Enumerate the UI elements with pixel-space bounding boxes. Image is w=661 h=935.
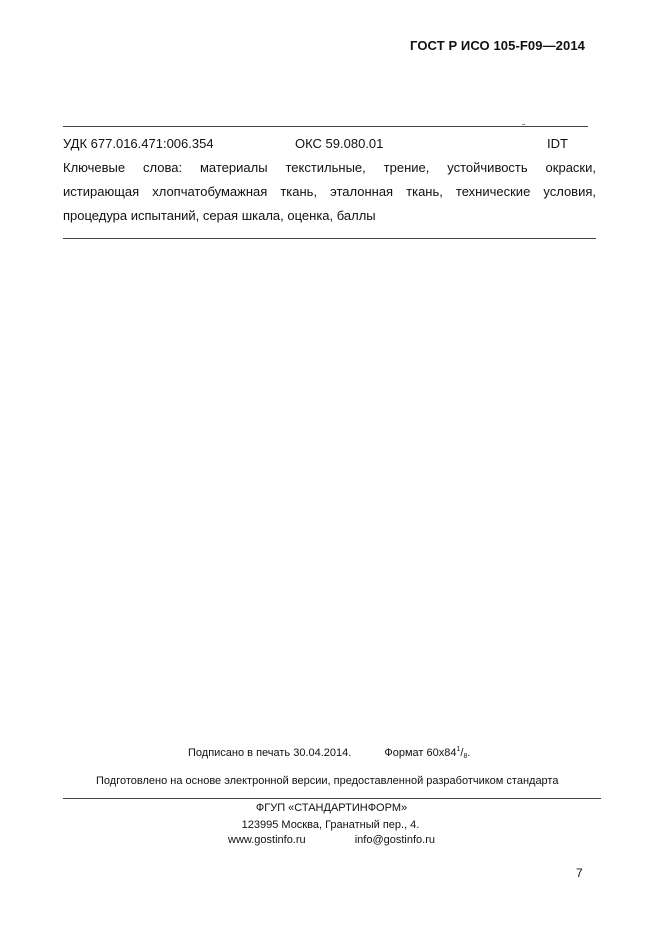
idt-mark: IDT [547,136,568,151]
divider-tick [522,124,525,125]
standard-code-header: ГОСТ Р ИСО 105-F09—2014 [410,38,585,53]
paper-format-label: Формат 60x84 [384,747,457,759]
signed-row [188,746,470,760]
imprint-divider [63,798,601,799]
keywords-block [63,156,596,228]
format-numerator: 1 [456,746,461,753]
keywords-divider [63,238,596,239]
prepared-note: Подготовлено на основе электронной версии, предоставленной разработчиком стандарта [96,775,559,787]
classification-row [63,136,593,154]
keywords-line: истирающая хлопчатобумажная ткань, эталонная ткань, технические условия, [63,184,596,199]
signed-date: Подписано в печать 30.04.2014. [188,747,352,759]
keywords-line: процедура испытаний, серая шкала, оценка, баллы [63,208,376,223]
page-number: 7 [576,866,583,880]
udk-code: УДК 677.016.471:006.354 [63,136,214,151]
publisher-name: ФГУП «СТАНДАРТИНФОРМ» [255,802,408,814]
oks-code: ОКС 59.080.01 [295,136,384,151]
publisher-address: 123995 Москва, Гранатный пер., 4. [241,819,420,831]
format-tail: . [467,747,471,759]
contact-row [228,834,435,846]
paper-format: Формат $60x84^1/_8$. [384,746,471,760]
email-link[interactable]: info@gostinfo.ru [354,834,435,846]
keywords-line: Ключевые слова: материалы текстильные, трение, устойчивость окраски, [63,160,596,175]
website-link[interactable]: www.gostinfo.ru [228,834,306,846]
top-divider [63,126,588,127]
format-denominator: 8 [463,753,468,760]
